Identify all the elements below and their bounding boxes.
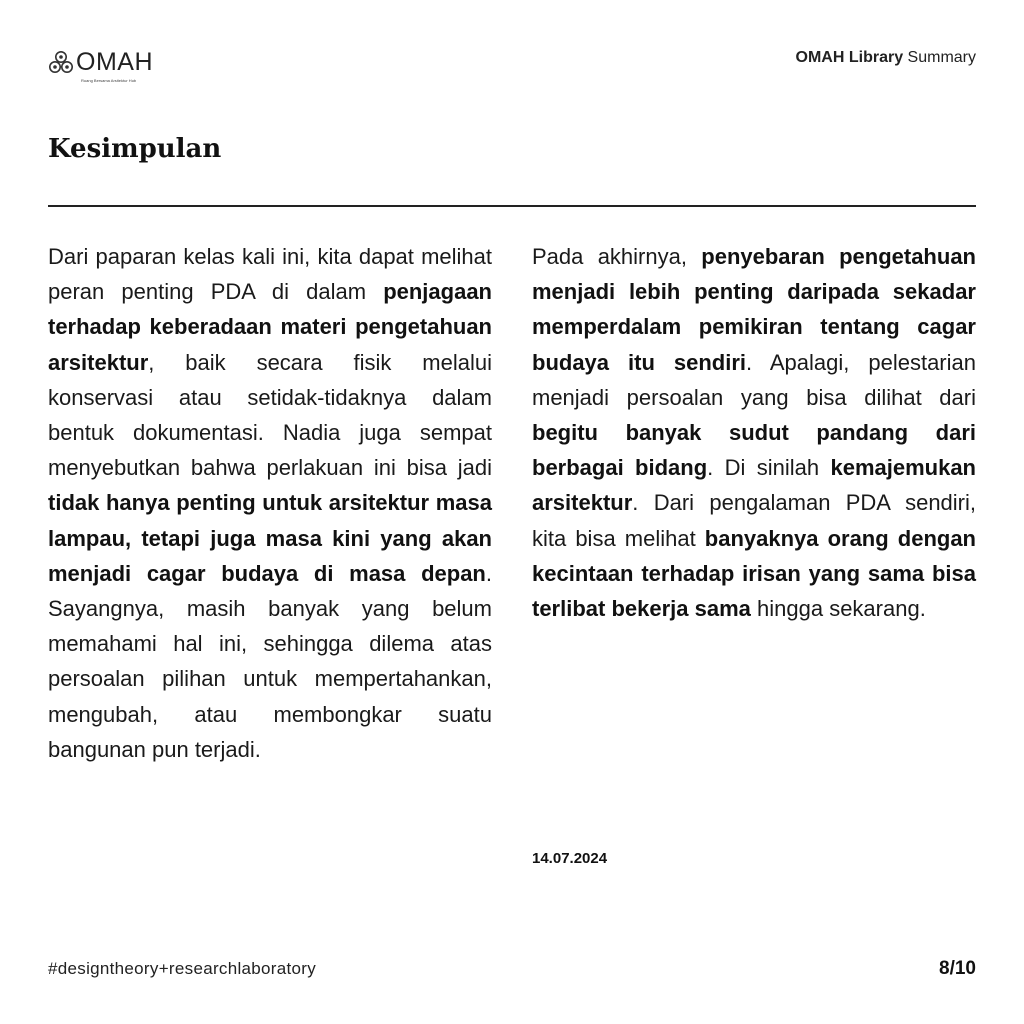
right-column-text <box>532 239 976 626</box>
body-text: . Apalagi, pelestarian menjadi persoalan yang bisa dilihat dari <box>532 349 976 410</box>
body-text: hingga sekarang. <box>750 596 926 622</box>
omah-logo <box>48 48 208 88</box>
body-text: , baik secara fisik melalui konservasi atau setidak-tidaknya dalam bentuk dokumentasi. Nadia juga sempat menyebutkan bahwa perlakuan ini bisa jadi <box>48 349 492 481</box>
footer-hashtag: #designtheory+researchlaboratory <box>48 959 317 978</box>
title-divider <box>48 205 976 207</box>
header-brand-bold: OMAH Library <box>795 49 904 66</box>
emphasis-text: penyebaran pengetahuan menjadi lebih penting daripada sekadar memperdalam pemikiran tentang cagar budaya itu sendiri <box>532 244 976 375</box>
emphasis-text: begitu banyak sudut pandang dari berbagai bidang <box>532 420 976 481</box>
body-text: . Dari pengalaman PDA sendiri, kita bisa melihat <box>532 490 976 551</box>
body-text: Dari paparan kelas kali ini, kita dapat melihat peran penting PDA di dalam <box>48 244 492 305</box>
header-label <box>796 49 976 67</box>
page-indicator: 8/10 <box>939 958 976 979</box>
emphasis-text: banyaknya orang dengan kecintaan terhadap irisan yang sama bisa terlibat bekerja sama <box>532 525 976 622</box>
body-text: . Di sinilah <box>707 455 831 481</box>
left-column-text <box>48 239 492 767</box>
body-text: Pada akhirnya, <box>532 244 702 269</box>
logo-tagline: Ruang Bersama Arsitektur Hub <box>81 78 137 83</box>
emphasis-text: penjagaan terhadap keberadaan materi pengetahuan arsitektur <box>48 279 492 375</box>
emphasis-text: tidak hanya penting untuk arsitektur masa lampau, tetapi juga masa kini yang akan menjadi cagar budaya di masa depan <box>48 490 492 586</box>
body-text: . Sayangnya, masih banyak yang belum memahami hal ini, sehingga dilema atas persoalan pilihan untuk mempertahankan, mengubah, atau membongkar suatu bangunan pun terjadi. <box>48 560 492 762</box>
publish-date: 14.07.2024 <box>532 850 608 867</box>
omah-logo-icon <box>48 50 74 76</box>
header-brand-rest: Summary <box>903 49 976 66</box>
emphasis-text: kemajemukan arsitektur <box>532 455 976 516</box>
page-title: Kesimpulan <box>48 134 222 164</box>
logo-wordmark: OMAH <box>76 48 153 76</box>
